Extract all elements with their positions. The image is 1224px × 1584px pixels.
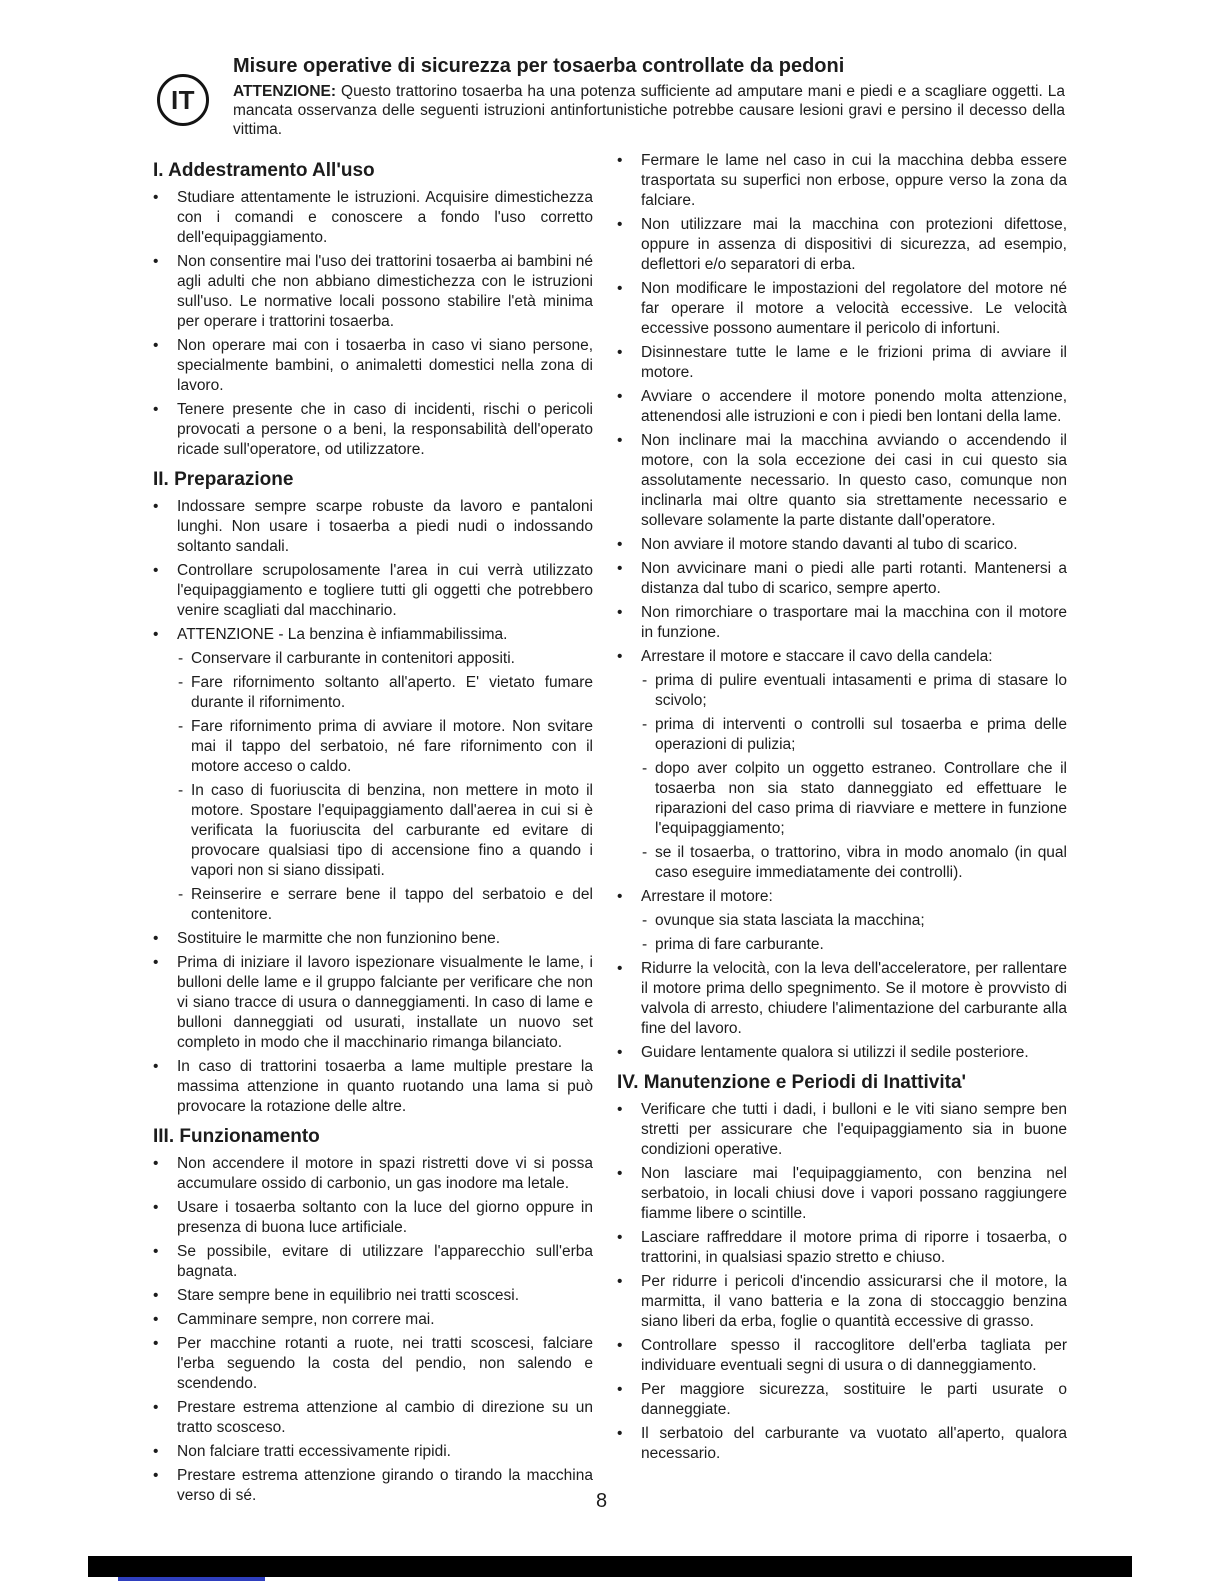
list-item	[153, 625, 593, 645]
list-item	[617, 343, 1067, 383]
header	[0, 0, 1224, 139]
bullet-marker: •	[153, 1311, 159, 1328]
list-item	[617, 1043, 1067, 1063]
bullet-marker: •	[617, 1337, 623, 1354]
list-item	[617, 1380, 1067, 1420]
item-text: Per macchine rotanti a ruote, nei tratti scoscesi, falciare l'erba seguendo la costa del pendio, non salendo e scendendo.	[177, 1335, 593, 1392]
list-item	[617, 1228, 1067, 1268]
sub-list-item	[617, 715, 1067, 755]
item-text: Stare sempre bene in equilibrio nei tratti scoscesi.	[177, 1287, 520, 1304]
item-text: Reinserire e serrare bene il tappo del serbatoio e del contenitore.	[191, 886, 593, 923]
item-text: Fare rifornimento soltanto all'aperto. E' vietato fumare durante il rifornimento.	[191, 674, 593, 711]
item-text: Arrestare il motore e staccare il cavo della candela:	[641, 648, 993, 665]
item-text: Indossare sempre scarpe robuste da lavoro e pantaloni lunghi. Non usare i tosaerba a piedi nudi o indossando soltanto sandali.	[177, 498, 593, 555]
dash-marker: -	[642, 672, 648, 689]
item-text: Verificare che tutti i dadi, i bulloni e le viti siano sempre ben stretti per assicurare che l'equipaggiamento sia in buone condizioni operative.	[641, 1101, 1067, 1158]
sub-list-item	[617, 843, 1067, 883]
bullet-marker: •	[617, 960, 623, 977]
list-item	[153, 1154, 593, 1194]
bullet-marker: •	[617, 344, 623, 361]
list-item	[153, 1057, 593, 1117]
bullet-marker: •	[153, 337, 159, 354]
list-item	[617, 1100, 1067, 1160]
list-item	[617, 1272, 1067, 1332]
list-item	[617, 151, 1067, 211]
dash-marker: -	[178, 718, 184, 735]
item-text: Il serbatoio del carburante va vuotato all'aperto, qualora necessario.	[641, 1425, 1067, 1462]
bullet-marker: •	[153, 498, 159, 515]
bullet-marker: •	[617, 888, 623, 905]
bullet-marker: •	[153, 1243, 159, 1260]
bullet-marker: •	[617, 1229, 623, 1246]
bottom-scan-bar	[88, 1556, 1132, 1577]
bullet-marker: •	[617, 1381, 623, 1398]
bullet-marker: •	[617, 280, 623, 297]
list-item	[617, 1164, 1067, 1224]
item-text: Non rimorchiare o trasportare mai la macchina con il motore in funzione.	[641, 604, 1067, 641]
item-text: Non avviare il motore stando davanti al tubo di scarico.	[641, 536, 1018, 553]
item-text: dopo aver colpito un oggetto estraneo. Controllare che il tosaerba non sia stato danneggiato ed effettuare le riparazioni del caso prima di riavviare e mettere in funzione l'equipaggiamento;	[655, 760, 1067, 837]
dash-marker: -	[642, 844, 648, 861]
list-item	[617, 603, 1067, 643]
bullet-marker: •	[617, 1273, 623, 1290]
dash-marker: -	[178, 650, 184, 667]
language-badge-it	[157, 74, 209, 126]
bullet-marker: •	[617, 1425, 623, 1442]
list-item	[617, 431, 1067, 531]
section-heading: III. Funzionamento	[153, 1126, 320, 1147]
bullet-marker: •	[617, 1165, 623, 1182]
header-text	[233, 54, 1066, 139]
item-text: Non inclinare mai la macchina avviando o accendendo il motore, con la sola eccezione dei casi in cui questo sia assolutamente necessario. In questo caso, comunque non inclinarla mai oltre quanto sia strettamente necessario e sollevare solamente la parte distante dall'operatore.	[641, 432, 1067, 529]
list-item	[153, 1286, 593, 1306]
list-item	[617, 1336, 1067, 1376]
item-text: Non lasciare mai l'equipaggiamento, con benzina nel serbatoio, in locali chiusi dove i vapori possano raggiungere fiamme libere o scintille.	[641, 1165, 1067, 1222]
dash-marker: -	[178, 886, 184, 903]
item-text: Tenere presente che in caso di incidenti, rischi o pericoli provocati a persone o a beni, la responsabilità dell'operato ricade sull'operatore, od utilizzatore.	[177, 401, 593, 458]
bullet-marker: •	[617, 432, 623, 449]
bullet-marker: •	[617, 1044, 623, 1061]
bullet-marker: •	[153, 401, 159, 418]
item-text: Ridurre la velocità, con la leva dell'acceleratore, per rallentare il motore prima dello spegnimento. Se il motore è provvisto di valvola di arresto, chiudere l'alimentazione del carburante alla fine del lavoro.	[641, 960, 1067, 1037]
dash-marker: -	[642, 716, 648, 733]
bullet-marker: •	[617, 216, 623, 233]
warning-text: Questo trattorino tosaerba ha una potenza sufficiente ad amputare mani e piedi e a scagliare oggetti. La mancata osservanza delle seguenti istruzioni antinfortunistiche potrebbe causare lesioni gravi e persino il decesso della vittima.	[233, 83, 1065, 138]
dash-marker: -	[642, 936, 648, 953]
item-text: Prestare estrema attenzione al cambio di direzione su un tratto scosceso.	[177, 1399, 593, 1436]
item-text: Arrestare il motore:	[641, 888, 773, 905]
list-item	[153, 400, 593, 460]
language-badge-label: IT	[170, 84, 196, 115]
item-text: Non avvicinare mani o piedi alle parti rotanti. Mantenersi a distanza dal tubo di scarico, sempre aperto.	[641, 560, 1067, 597]
item-text: Sostituire le marmitte che non funzionino bene.	[177, 930, 501, 947]
sub-list-item	[617, 759, 1067, 839]
list-item	[153, 1466, 593, 1506]
sub-list-item	[617, 935, 1067, 955]
sub-list-item	[617, 671, 1067, 711]
list-item	[617, 887, 1067, 907]
list-item	[617, 1424, 1067, 1464]
bullet-marker: •	[617, 152, 623, 169]
warning-paragraph	[233, 82, 1065, 139]
page-number: 8	[596, 1490, 608, 1512]
item-text: Usare i tosaerba soltanto con la luce del giorno oppure in presenza di buona luce artificiale.	[177, 1199, 593, 1236]
list-item	[617, 959, 1067, 1039]
item-text: Non consentire mai l'uso dei trattorini tosaerba ai bambini né agli adulti che non abbiano dimestichezza con le istruzioni sull'uso. Le normative locali possono stabilire l'età minima per operare i trattorini tosaerba.	[177, 253, 593, 330]
list-item	[617, 559, 1067, 599]
bullet-marker: •	[617, 604, 623, 621]
dash-marker: -	[642, 760, 648, 777]
list-item	[153, 1334, 593, 1394]
item-text: Controllare scrupolosamente l'area in cui verrà utilizzato l'equipaggiamento e togliere tutti gli oggetti che potrebbero venire scagliati dal macchinario.	[177, 562, 593, 619]
bullet-marker: •	[153, 562, 159, 579]
sub-list-item	[153, 717, 593, 777]
item-text: Camminare sempre, non correre mai.	[177, 1311, 435, 1328]
bullet-marker: •	[153, 1467, 159, 1484]
item-text: Non operare mai con i tosaerba in caso vi siano persone, specialmente bambini, o animaletti domestici nella zona di lavoro.	[177, 337, 593, 394]
item-text: Se possibile, evitare di utilizzare l'apparecchio sull'erba bagnata.	[177, 1243, 593, 1280]
dash-marker: -	[642, 912, 648, 929]
sub-list-item	[153, 781, 593, 881]
list-item	[153, 1310, 593, 1330]
item-text: prima di pulire eventuali intasamenti e prima di stasare lo scivolo;	[655, 672, 1067, 709]
bullet-marker: •	[153, 1399, 159, 1416]
bullet-marker: •	[153, 189, 159, 206]
bullet-marker: •	[617, 560, 623, 577]
dash-marker: -	[178, 782, 184, 799]
list-item	[617, 535, 1067, 555]
list-item	[153, 252, 593, 332]
list-item	[153, 497, 593, 557]
list-item	[153, 953, 593, 1053]
page-title: Misure operative di sicurezza per tosaerba controllate da pedoni	[233, 55, 845, 77]
list-item	[617, 647, 1067, 667]
list-item	[153, 1242, 593, 1282]
item-text: Controllare spesso il raccoglitore dell'erba tagliata per individuare eventuali segni di usura o di danneggiamento.	[641, 1337, 1067, 1374]
item-text: Fermare le lame nel caso in cui la macchina debba essere trasportata su superfici non erbose, oppure verso la zona da falciare.	[641, 152, 1067, 209]
bullet-marker: •	[617, 536, 623, 553]
bullet-marker: •	[617, 1101, 623, 1118]
item-text: Non utilizzare mai la macchina con protezioni difettose, oppure in assenza di dispositivi di sicurezza, ad esempio, deflettori e/o separatori di erba.	[641, 216, 1067, 273]
item-text: Prestare estrema attenzione girando o tirando la macchina verso di sé.	[177, 1467, 593, 1504]
item-text: se il tosaerba, o trattorino, vibra in modo anomalo (in qual caso eseguire immediatamente dei controlli).	[655, 844, 1067, 881]
item-text: Non modificare le impostazioni del regolatore del motore né far operare il motore a velocità eccessive. Le velocità eccessive possono aumentare il pericolo di infortuni.	[641, 280, 1067, 337]
bullet-marker: •	[153, 954, 159, 971]
bullet-marker: •	[153, 253, 159, 270]
right-column	[617, 151, 1067, 1510]
list-item	[153, 929, 593, 949]
item-text: Studiare attentamente le istruzioni. Acquisire dimestichezza con i comandi e conoscere a fondo l'uso corretto dell'equipaggiamento.	[177, 189, 593, 246]
list-item	[153, 1198, 593, 1238]
bullet-marker: •	[153, 626, 159, 643]
sub-list-item	[617, 911, 1067, 931]
list-item	[153, 336, 593, 396]
bullet-marker: •	[153, 1058, 159, 1075]
bullet-marker: •	[153, 930, 159, 947]
item-text: Non accendere il motore in spazi ristretti dove vi si possa accumulare ossido di carbonio, un gas inodore ma letale.	[177, 1155, 593, 1192]
item-text: Prima di iniziare il lavoro ispezionare visualmente le lame, i bulloni delle lame e il gruppo falciante per verificare che non vi siano tracce di usura o danneggiamenti. In caso di lame e bulloni danneggiati od usurati, installate un nuovo set completo in modo che il macchinario rimanga bilanciato.	[177, 954, 593, 1051]
section-heading: IV. Manutenzione e Periodi di Inattivita'	[617, 1072, 967, 1093]
list-item	[153, 1398, 593, 1438]
bullet-marker: •	[153, 1155, 159, 1172]
item-text: Per ridurre i pericoli d'incendio assicurarsi che il motore, la marmitta, il vano batteria e la zona di stoccaggio benzina siano liberi da erba, foglie o quantità eccessive di grasso.	[641, 1273, 1067, 1330]
sub-list-item	[153, 649, 593, 669]
sub-list-item	[153, 673, 593, 713]
list-item	[617, 279, 1067, 339]
list-item	[153, 188, 593, 248]
bullet-marker: •	[617, 388, 623, 405]
warning-label: ATTENZIONE:	[233, 83, 337, 100]
item-text: Guidare lentamente qualora si utilizzi il sedile posteriore.	[641, 1044, 1029, 1061]
dash-marker: -	[178, 674, 184, 691]
item-text: prima di interventi o controlli sul tosaerba e prima delle operazioni di pulizia;	[655, 716, 1067, 753]
item-text: Non falciare tratti eccessivamente ripidi.	[177, 1443, 451, 1460]
item-text: Per maggiore sicurezza, sostituire le parti usurate o danneggiate.	[641, 1381, 1067, 1418]
bullet-marker: •	[153, 1335, 159, 1352]
item-text: Conservare il carburante in contenitori appositi.	[191, 650, 515, 667]
list-item	[617, 215, 1067, 275]
left-column	[153, 151, 593, 1510]
item-text: In caso di trattorini tosaerba a lame multiple prestare la massima attenzione in quanto ruotando una lama si può provocare la rotazione delle altre.	[177, 1058, 593, 1115]
bullet-marker: •	[153, 1199, 159, 1216]
item-text: ovunque sia stata lasciata la macchina;	[655, 912, 925, 929]
item-text: prima di fare carburante.	[655, 936, 824, 953]
sub-list-item	[153, 885, 593, 925]
section-heading: I. Addestramento All'uso	[153, 160, 375, 181]
bullet-marker: •	[617, 648, 623, 665]
list-item	[153, 1442, 593, 1462]
bottom-blue-mark	[118, 1577, 265, 1581]
item-text: Avviare o accendere il motore ponendo molta attenzione, attenendosi alle istruzioni e con i piedi ben lontani della lame.	[641, 388, 1067, 425]
two-column-body	[0, 151, 1224, 1510]
list-item	[153, 561, 593, 621]
item-text: ATTENZIONE - La benzina è infiammabilissima.	[177, 626, 508, 643]
bullet-marker: •	[153, 1287, 159, 1304]
section-heading: II. Preparazione	[153, 469, 294, 490]
bullet-marker: •	[153, 1443, 159, 1460]
item-text: Fare rifornimento prima di avviare il motore. Non svitare mai il tappo del serbatoio, né fare rifornimento con il motore acceso o caldo.	[191, 718, 593, 775]
item-text: Lasciare raffreddare il motore prima di riporre i tosaerba, o trattorini, in qualsiasi spazio stretto e chiuso.	[641, 1229, 1067, 1266]
item-text: In caso di fuoriuscita di benzina, non mettere in moto il motore. Spostare l'equipaggiamento dall'aerea in cui si è verificata la fuoriuscita del carburante ed evitare di provocare qualsiasi tipo di accensione fino a quando i vapori non si siano dissipati.	[191, 782, 593, 879]
item-text: Disinnestare tutte le lame e le frizioni prima di avviare il motore.	[641, 344, 1067, 381]
list-item	[617, 387, 1067, 427]
